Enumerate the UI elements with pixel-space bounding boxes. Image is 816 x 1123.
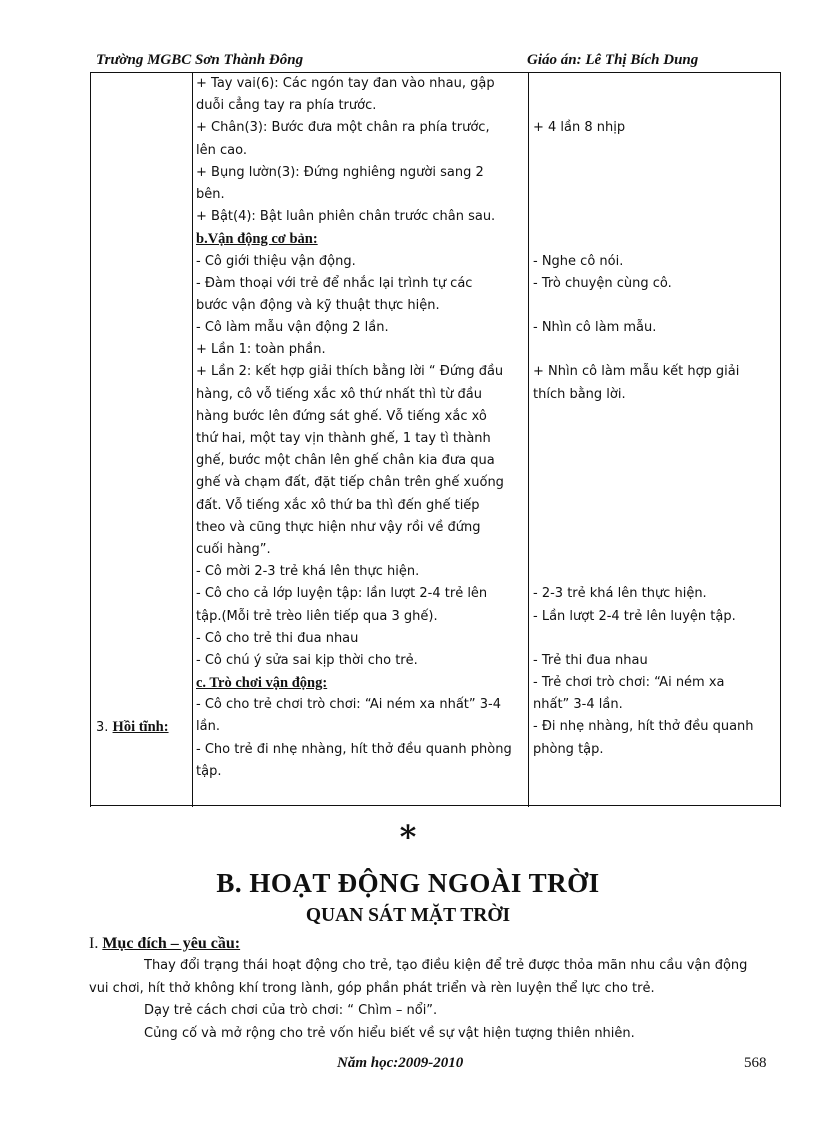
paragraph-line: Dạy trẻ cách chơi của trò chơi: “ Chìm – nổi”. [144, 1003, 438, 1018]
teacher-line: tập. [196, 763, 222, 779]
teacher-line: - Cô làm mẫu vận động 2 lần. [196, 320, 389, 336]
teacher-line: bước vận động và kỹ thuật thực hiện. [196, 297, 440, 313]
child-line: phòng tập. [533, 741, 604, 757]
section-subtitle: QUAN SÁT MẶT TRỜI [305, 905, 511, 926]
child-line [533, 339, 778, 361]
teacher-line: ghế, bước một chân lên ghế chân kia đưa qua [196, 453, 495, 469]
teacher-line: ghế và chạm đất, đặt tiếp chân trên ghế xuống [196, 475, 504, 491]
child-line [533, 628, 778, 650]
table-divider-1 [192, 73, 193, 807]
child-line [533, 472, 778, 494]
teacher-line: lần. [196, 719, 220, 735]
section-title: B. HOẠT ĐỘNG NGOÀI TRỜI [216, 868, 600, 898]
child-line [533, 428, 778, 450]
child-activity-column [533, 73, 778, 761]
step-name: Hồi tĩnh: [112, 719, 169, 735]
child-line [533, 206, 778, 228]
paragraph-line: Thay đổi trạng thái hoạt động cho trẻ, tạo điều kiện để trẻ được thỏa mãn nhu cầu vận động [144, 958, 748, 973]
teacher-line: + Lần 1: toàn phần. [196, 342, 326, 358]
teacher-line: lên cao. [196, 142, 247, 158]
child-line [533, 539, 778, 561]
child-line: - Trò chuyện cùng cô. [533, 275, 672, 291]
child-line [533, 140, 778, 162]
header-teacher: Giáo án: Lê Thị Bích Dung [527, 52, 699, 68]
teacher-line: - Cô cho trẻ thi đua nhau [196, 630, 359, 646]
teacher-line: + Lần 2: kết hợp giải thích bằng lời “ Đứng đầu [196, 364, 504, 380]
step-number: 3. [96, 720, 109, 735]
teacher-line: hàng, cô vỗ tiếng xắc xô thứ nhất thì từ đầu [196, 386, 483, 402]
teacher-line: - Cho trẻ đi nhẹ nhàng, hít thở đều quanh phòng [196, 741, 512, 757]
child-line: - 2-3 trẻ khá lên thực hiện. [533, 586, 707, 602]
child-line: - Lần lượt 2-4 trẻ lên luyện tập. [533, 608, 736, 624]
teacher-line: đất. Vỗ tiếng xắc xô thứ ba thì đến ghế tiếp [196, 497, 480, 513]
teacher-line: - Cô cho cả lớp luyện tập: lần lượt 2-4 trẻ lên [196, 586, 488, 602]
purpose-heading [89, 935, 240, 953]
teacher-line: + Chân(3): Bước đưa một chân ra phía trước, [196, 120, 490, 136]
teacher-line: - Cô giới thiệu vận động. [196, 253, 356, 269]
child-line: - Đi nhẹ nhàng, hít thở đều quanh [533, 719, 754, 735]
child-line: + Nhìn cô làm mẫu kết hợp giải [533, 364, 740, 380]
teacher-line: hàng bước lên đứng sát ghế. Vỗ tiếng xắc xô [196, 408, 487, 424]
header-school: Trường MGBC Sơn Thành Đông [96, 52, 304, 68]
teacher-line: cuối hàng”. [196, 541, 271, 557]
child-line: + 4 lần 8 nhịp [533, 120, 626, 136]
child-line [533, 406, 778, 428]
subheading: b.Vận động cơ bản: [196, 231, 318, 248]
child-line [533, 228, 778, 250]
child-line: - Nghe cô nói. [533, 253, 624, 269]
teacher-line: + Bật(4): Bật luân phiên chân trước chân sau. [196, 209, 496, 225]
teacher-line: - Cô cho trẻ chơi trò chơi: “Ai ném xa nhất” 3-4 [196, 697, 501, 713]
child-line [533, 95, 778, 117]
teacher-line: thứ hai, một tay vịn thành ghế, 1 tay tì thành [196, 431, 491, 446]
child-line [533, 561, 778, 583]
subheading: c. Trò chơi vận động: [196, 675, 328, 692]
child-line [533, 162, 778, 184]
child-line [533, 295, 778, 317]
purpose-number: I. [89, 935, 99, 952]
child-line: nhất” 3-4 lần. [533, 697, 623, 713]
child-line [533, 450, 778, 472]
table-border-left [90, 73, 91, 807]
teacher-line: - Cô mời 2-3 trẻ khá lên thực hiện. [196, 564, 420, 580]
teacher-line: tập.(Mỗi trẻ trèo liên tiếp qua 3 ghế). [196, 608, 438, 624]
footer-school-year: Năm học:2009-2010 [337, 1055, 464, 1071]
page-number: 568 [744, 1055, 767, 1071]
teacher-line: - Đàm thoại với trẻ để nhắc lại trình tự các [196, 275, 473, 291]
teacher-line: + Bụng lườn(3): Đứng nghiêng người sang 2 [196, 164, 484, 180]
teacher-line: - Cô chú ý sửa sai kịp thời cho trẻ. [196, 652, 418, 668]
teacher-activity-column [196, 73, 524, 783]
child-line: - Trẻ chơi trò chơi: “Ai ném xa [533, 675, 725, 691]
child-line [533, 184, 778, 206]
child-line: - Nhìn cô làm mẫu. [533, 320, 657, 336]
star-divider: * [399, 818, 417, 856]
paragraph-line: Củng cố và mở rộng cho trẻ vốn hiểu biết về sự vật hiện tượng thiên nhiên. [144, 1026, 635, 1041]
step-label [96, 719, 169, 736]
teacher-line: duỗi cẳng tay ra phía trước. [196, 98, 377, 114]
child-line: - Trẻ thi đua nhau [533, 652, 648, 668]
child-line: thích bằng lời. [533, 386, 626, 402]
table-border-right [780, 73, 781, 807]
paragraph-line: vui chơi, hít thở không khí trong lành, góp phần phát triển và rèn luyện thể lực cho trẻ. [89, 981, 655, 996]
child-line [533, 517, 778, 539]
purpose-label: Mục đích – yêu cầu: [102, 935, 241, 952]
child-line [533, 495, 778, 517]
table-border-bottom [90, 805, 781, 806]
table-divider-2 [528, 73, 529, 807]
teacher-line: theo và cũng thực hiện như vậy rồi về đứng [196, 519, 481, 535]
child-line [533, 73, 778, 95]
teacher-line: + Tay vai(6): Các ngón tay đan vào nhau, gập [196, 76, 495, 91]
teacher-line: bên. [196, 186, 225, 202]
